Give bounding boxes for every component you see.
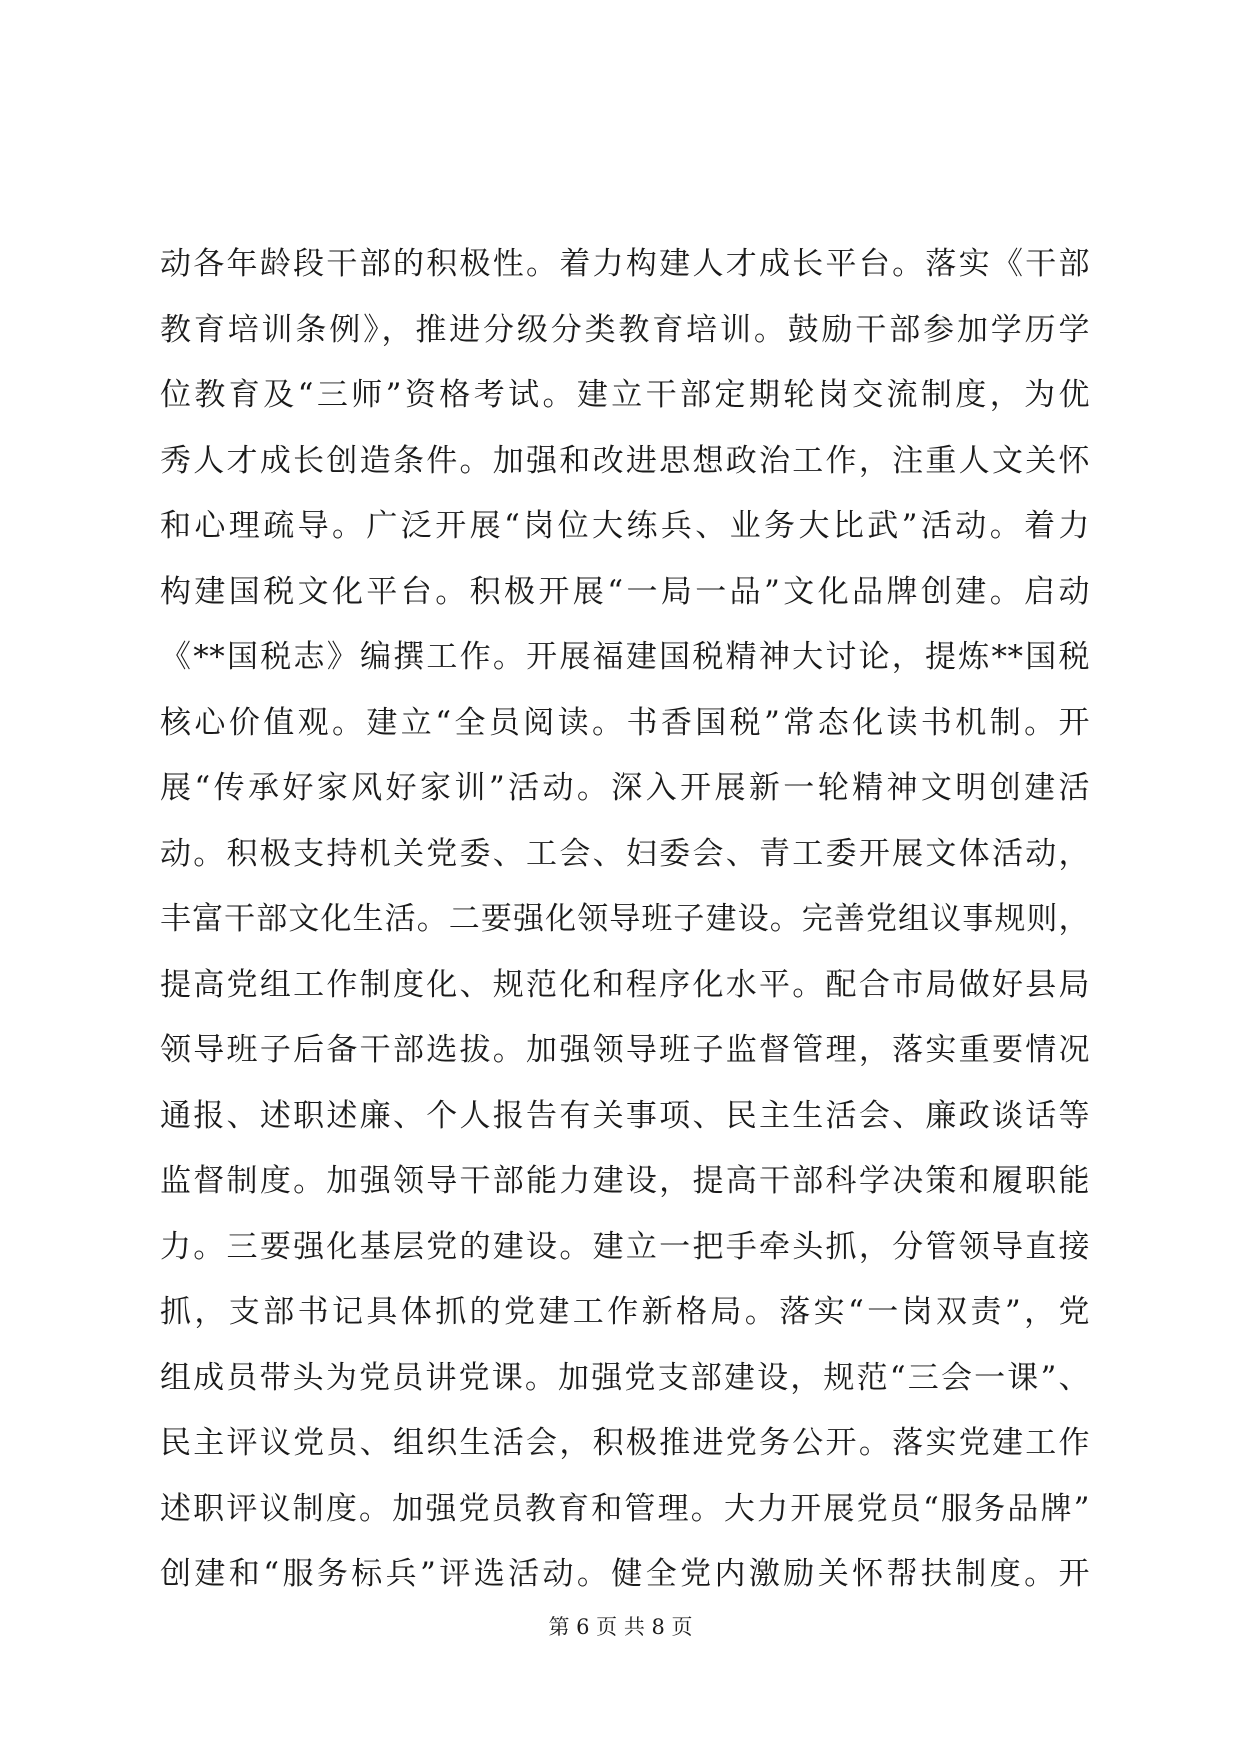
text-line: 创建和“服务标兵”评选活动。健全党内激励关怀帮扶制度。开 <box>160 1556 1090 1592</box>
text-line: 《**国税志》编撰工作。开展福建国税精神大讨论，提炼**国税 <box>160 639 1090 675</box>
text-line: 述职评议制度。加强党员教育和管理。大力开展党员“服务品牌” <box>160 1490 1090 1527</box>
text-line: 抓，支部书记具体抓的党建工作新格局。落实“一岗双责”，党 <box>160 1294 1090 1330</box>
page-footer <box>0 1613 1241 1641</box>
text-line: 和心理疏导。广泛开展“岗位大练兵、业务大比武”活动。着力 <box>160 508 1090 544</box>
text-line: 位教育及“三师”资格考试。建立干部定期轮岗交流制度，为优 <box>160 377 1090 413</box>
text-line: 提高党组工作制度化、规范化和程序化水平。配合市局做好县局 <box>160 966 1090 1003</box>
body-text <box>160 232 1090 1608</box>
text-line: 民主评议党员、组织生活会，积极推进党务公开。落实党建工作 <box>160 1425 1090 1461</box>
text-line: 通报、述职述廉、个人报告有关事项、民主生活会、廉政谈话等 <box>160 1097 1090 1134</box>
text-line: 核心价值观。建立“全员阅读。书香国税”常态化读书机制。开 <box>160 704 1090 741</box>
text-line: 动各年龄段干部的积极性。着力构建人才成长平台。落实《干部 <box>160 246 1090 282</box>
text-line: 展“传承好家风好家训”活动。深入开展新一轮精神文明创建活 <box>160 770 1090 806</box>
text-line: 监督制度。加强领导干部能力建设，提高干部科学决策和履职能 <box>160 1163 1090 1199</box>
text-line: 丰富干部文化生活。二要强化领导班子建设。完善党组议事规则， <box>160 901 1090 937</box>
text-line: 领导班子后备干部选拔。加强领导班子监督管理，落实重要情况 <box>160 1032 1090 1068</box>
text-line: 力。三要强化基层党的建设。建立一把手牵头抓，分管领导直接 <box>160 1228 1090 1265</box>
text-line: 组成员带头为党员讲党课。加强党支部建设，规范“三会一课”、 <box>160 1359 1090 1396</box>
page-number-label: 第 6 页 共 8 页 <box>548 1615 693 1639</box>
text-line: 秀人才成长创造条件。加强和改进思想政治工作，注重人文关怀 <box>160 442 1090 479</box>
text-line: 教育培训条例》，推进分级分类教育培训。鼓励干部参加学历学 <box>160 311 1090 348</box>
text-line: 动。积极支持机关党委、工会、妇委会、青工委开展文体活动， <box>160 835 1090 872</box>
text-line: 构建国税文化平台。积极开展“一局一品”文化品牌创建。启动 <box>160 573 1090 610</box>
